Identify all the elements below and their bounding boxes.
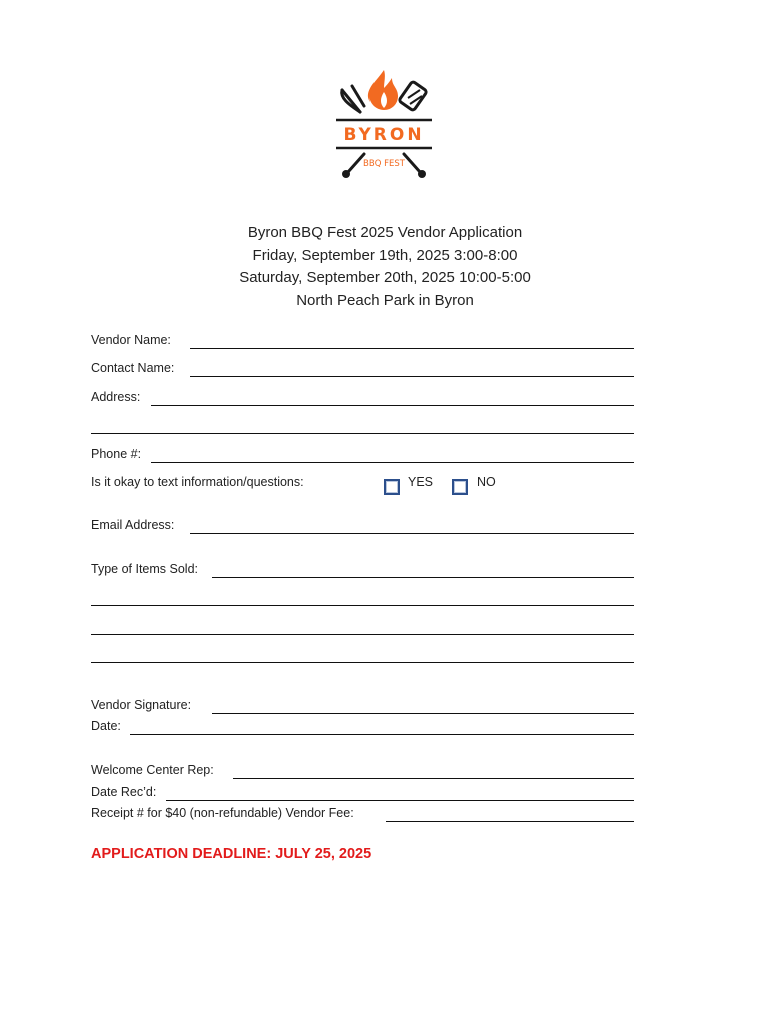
email-field[interactable] <box>190 533 634 534</box>
text-ok-label: Is it okay to text information/questions: <box>91 475 304 489</box>
vendor-name-field[interactable] <box>190 348 634 349</box>
date-recd-field[interactable] <box>166 800 634 801</box>
yes-checkbox[interactable] <box>384 479 400 495</box>
flame-icon <box>368 70 398 110</box>
byron-bbq-fest-logo <box>330 68 438 180</box>
phone-field[interactable] <box>151 462 634 463</box>
spatula-icon <box>399 81 428 111</box>
friday-hours: Friday, September 19th, 2025 3:00-8:00 <box>252 246 518 264</box>
yes-label: YES <box>408 475 434 489</box>
date-recd-label: Date Rec’d: <box>91 785 157 799</box>
items-sold-field-line3[interactable] <box>91 634 634 635</box>
items-sold-field-line4[interactable] <box>91 662 634 663</box>
address-label: Address: <box>91 390 141 404</box>
fork-icon <box>342 86 364 112</box>
signature-field[interactable] <box>212 713 634 714</box>
items-sold-label: Type of Items Sold: <box>91 562 198 576</box>
application-deadline: APPLICATION DEADLINE: JULY 25, 2025 <box>91 846 372 862</box>
items-sold-field-line1[interactable] <box>212 577 634 578</box>
welcome-rep-label: Welcome Center Rep: <box>91 763 214 777</box>
event-location: North Peach Park in Byron <box>296 291 474 309</box>
signature-label: Vendor Signature: <box>91 698 192 712</box>
address-field-line1[interactable] <box>151 405 634 406</box>
no-label: NO <box>477 475 496 489</box>
receipt-label: Receipt # for $40 (non-refundable) Vendor Fee: <box>91 806 354 820</box>
email-label: Email Address: <box>91 518 175 532</box>
contact-name-label: Contact Name: <box>91 361 175 375</box>
receipt-field[interactable] <box>386 821 634 822</box>
event-heading <box>0 222 770 312</box>
welcome-rep-field[interactable] <box>233 778 634 779</box>
no-checkbox[interactable] <box>452 479 468 495</box>
application-title: Byron BBQ Fest 2025 Vendor Application <box>247 224 523 241</box>
items-sold-field-line2[interactable] <box>91 605 634 606</box>
vendor-name-label: Vendor Name: <box>91 333 171 347</box>
logo-subtitle: BBQ FEST <box>363 159 405 169</box>
address-field-line2[interactable] <box>91 433 634 434</box>
saturday-hours: Saturday, September 20th, 2025 10:00-5:00 <box>239 269 531 286</box>
contact-name-field[interactable] <box>190 376 634 377</box>
logo-wordmark: BYRON <box>343 125 425 145</box>
date-label: Date: <box>91 719 121 733</box>
date-field[interactable] <box>130 734 634 735</box>
phone-label: Phone #: <box>91 447 142 461</box>
